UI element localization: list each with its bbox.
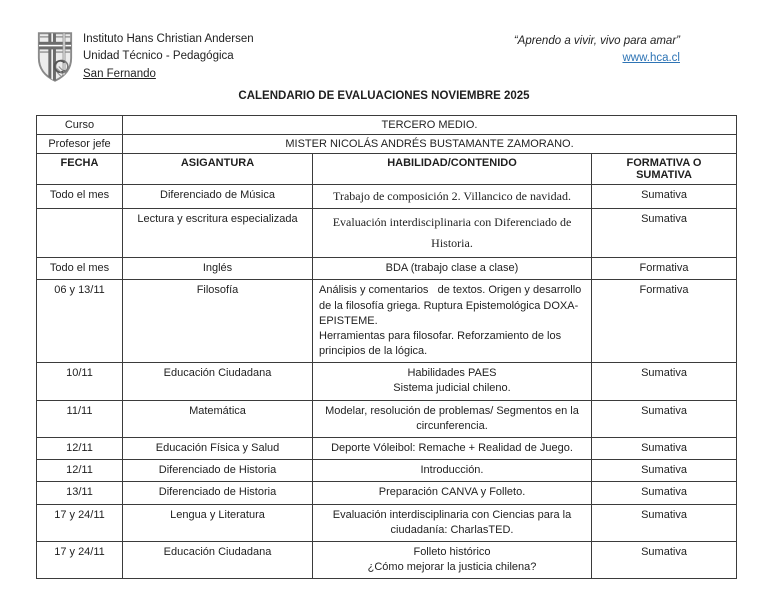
table-row [37,541,737,578]
contenido-line: Habilidades PAES [407,367,497,380]
contenido-line: ¿Cómo mejorar la justicia chilena? [367,561,537,574]
cell-asignatura: Educación Ciudadana [123,541,313,578]
contenido-line: Introducción. [420,464,484,477]
cell-fecha [37,208,123,258]
table-row [37,363,737,400]
page-header [0,0,768,84]
cell-fecha: 17 y 24/11 [37,504,123,541]
cell-contenido [313,363,592,400]
contenido-line: Folleto histórico [413,545,491,558]
table-row [37,504,737,541]
cell-tipo: Sumativa [592,208,737,258]
cell-fecha: 06 y 13/11 [37,280,123,363]
curso-label: Curso [37,116,123,135]
table-row [37,258,737,280]
page-title: CALENDARIO DE EVALUACIONES NOVIEMBRE 2025 [238,90,530,102]
cell-fecha: Todo el mes [37,258,123,280]
contenido-line: de la filosofía griega. Ruptura Epistemológica DOXA- [319,299,579,312]
column-header-asignatura: ASIGANTURA [123,154,313,185]
curso-row [37,116,737,135]
cell-contenido [313,185,592,209]
column-header-contenido: HABILIDAD/CONTENIDO [313,154,592,185]
contenido-line: Evaluación interdisciplinaria con Ciencias para la [332,508,572,521]
contenido-line: ciudadanía: CharlasTED. [390,523,514,536]
header-right [514,30,732,68]
cell-contenido [313,460,592,482]
cell-asignatura: Inglés [123,258,313,280]
column-header-row [37,154,737,185]
cell-asignatura: Filosofía [123,280,313,363]
cell-fecha: Todo el mes [37,185,123,209]
institute-city: San Fernando [83,67,156,80]
website-link[interactable]: www.hca.cl [622,52,680,65]
profesor-label: Profesor jefe [37,135,123,154]
cell-fecha: 12/11 [37,437,123,459]
cell-fecha: 10/11 [37,363,123,400]
contenido-line: principios de la lógica. [319,345,428,358]
contenido-line: Preparación CANVA y Folleto. [378,486,526,499]
table-row [37,280,737,363]
cell-contenido [313,258,592,280]
table-row [37,185,737,209]
cell-asignatura: Lengua y Literatura [123,504,313,541]
contenido-line: Trabajo de composición 2. Villancico de navidad. [333,189,571,203]
table-row [37,208,737,258]
evaluations-table [36,115,737,579]
cell-fecha: 13/11 [37,482,123,504]
institute-unit: Unidad Técnico - Pedagógica [83,50,234,63]
cell-tipo: Sumativa [592,400,737,437]
column-header-fecha: FECHA [37,154,123,185]
cell-tipo: Formativa [592,280,737,363]
cell-tipo: Formativa [592,258,737,280]
cell-tipo: Sumativa [592,185,737,209]
cell-asignatura: Lectura y escritura especializada [123,208,313,258]
institute-name: Instituto Hans Christian Andersen [83,33,254,45]
cell-tipo: Sumativa [592,504,737,541]
cell-asignatura: Educación Ciudadana [123,363,313,400]
profesor-row [37,135,737,154]
cell-tipo: Sumativa [592,363,737,400]
cell-asignatura: Diferenciado de Música [123,185,313,209]
contenido-line: Análisis y comentarios de textos. Origen y desarrollo [319,284,582,297]
table-row [37,437,737,459]
contenido-line: Herramientas para filosofar. Reforzamiento de los [319,329,562,342]
contenido-line: Deporte Vóleibol: Remache + Realidad de Juego. [331,441,573,454]
cell-contenido [313,280,592,363]
cell-tipo: Sumativa [592,541,737,578]
contenido-line: BDA (trabajo clase a clase) [385,262,519,275]
cell-asignatura: Diferenciado de Historia [123,482,313,504]
cell-tipo: Sumativa [592,437,737,459]
contenido-line: Modelar, resolución de problemas/ Segmentos en la [325,404,579,417]
contenido-line: Sistema judicial chileno. [393,382,511,395]
cell-fecha: 12/11 [37,460,123,482]
table-row [37,482,737,504]
curso-value: TERCERO MEDIO. [123,116,737,135]
cell-contenido [313,400,592,437]
cell-tipo: Sumativa [592,482,737,504]
table-row [37,400,737,437]
header-left [36,30,254,84]
contenido-line: circunferencia. [416,419,488,432]
contenido-line: Evaluación interdisciplinaria con Diferenciado de [332,214,572,229]
cell-contenido [313,208,592,258]
cell-contenido [313,437,592,459]
school-motto: “Aprendo a vivir, vivo para amar” [513,35,680,47]
column-header-tipo: FORMATIVA O SUMATIVA [592,154,737,185]
cell-fecha: 17 y 24/11 [37,541,123,578]
cell-contenido [313,504,592,541]
evaluations-body [37,116,737,579]
cell-contenido [313,541,592,578]
cell-asignatura: Educación Física y Salud [123,437,313,459]
cell-asignatura: Diferenciado de Historia [123,460,313,482]
contenido-line: Historia. [431,235,473,250]
cell-tipo: Sumativa [592,460,737,482]
cell-fecha: 11/11 [37,400,123,437]
institute-block [83,30,254,83]
table-row [37,460,737,482]
profesor-value: MISTER NICOLÁS ANDRÉS BUSTAMANTE ZAMORANO. [123,135,737,154]
contenido-line: EPISTEME. [319,314,378,327]
school-shield-icon [36,30,74,84]
cell-contenido [313,482,592,504]
cell-asignatura: Matemática [123,400,313,437]
